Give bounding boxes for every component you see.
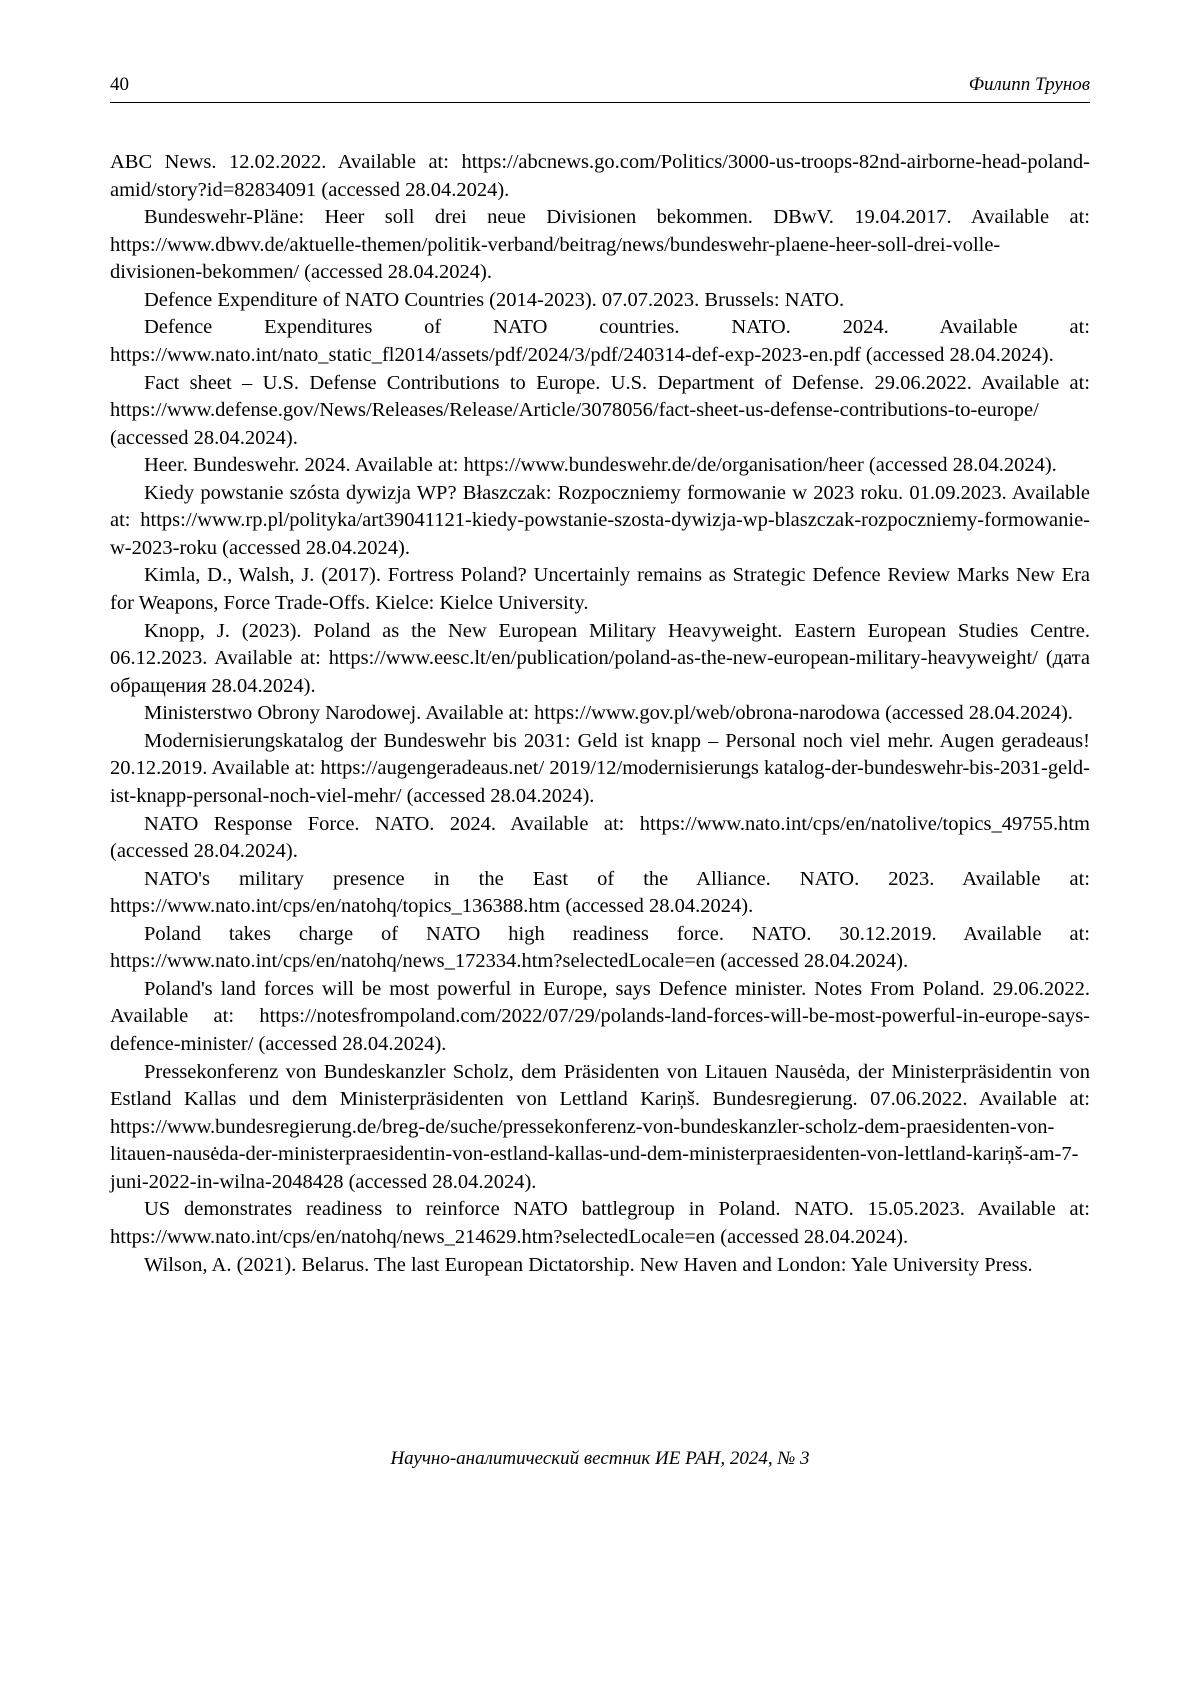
reference-item: Pressekonferenz von Bundeskanzler Scholz, dem Präsidenten von Litauen Nausėda, der Ministerpräsidentin von Estland Kallas und dem Ministerpräsidenten von Lettland Kariņš. Bundesregierung. 07.06.2022. Available at: https://www.bundesregierung.de/breg-de/suche/pressekonferenz-von-bundeskanzler-scholz-dem-praesidenten-von-litauen-nausėda-der-ministerpraesidentin-von-estland-kallas-und-dem-ministerpraesidenten-von-lettland-kariņš-am-7-juni-2022-in-wilna-2048428 (accessed 28.04.2024). xyxy=(110,1060,1090,1193)
reference-item: Modernisierungskatalog der Bundeswehr bis 2031: Geld ist knapp – Personal noch viel mehr. Augen geradeaus! 20.12.2019. Available at: https://augengeradeaus.net/ 2019/12/modernisierungs katalog-der-bundeswehr-bis-2031-geld-ist-knapp-personal-noch-viel-mehr/ (accessed 28.04.2024). xyxy=(110,729,1090,807)
reference-item: Kiedy powstanie szósta dywizja WP? Błaszczak: Rozpoczniemy formowanie w 2023 roku. 01.09.2023. Available at: https://www.rp.pl/polityka/art39041121-kiedy-powstanie-szosta-dywizja-wp-blaszczak-rozpoczniemy-formowanie-w-2023-roku (accessed 28.04.2024). xyxy=(110,481,1090,559)
page-footer xyxy=(110,1448,1090,1470)
reference-item: ABC News. 12.02.2022. Available at: https://abcnews.go.com/Politics/3000-us-troops-82nd-airborne-head-poland-amid/story?id=82834091 (accessed 28.04.2024). xyxy=(110,151,1090,201)
reference-item: Bundeswehr-Pläne: Heer soll drei neue Divisionen bekommen. DBwV. 19.04.2017. Available at: https://www.dbwv.de/aktuelle-themen/politik-verband/beitrag/news/bundeswehr-plaene-heer-soll-drei-volle-divisionen-bekommen/ (accessed 28.04.2024). xyxy=(110,206,1090,284)
reference-item: Defence Expenditure of NATO Countries (2014-2023). 07.07.2023. Brussels: NATO. xyxy=(144,288,845,311)
reference-item: Fact sheet – U.S. Defense Contributions to Europe. U.S. Department of Defense. 29.06.2022. Available at: https://www.defense.gov/News/Releases/Release/Article/3078056/fact-sheet-us-defense-contributions-to-europe/ (accessed 28.04.2024). xyxy=(110,371,1090,449)
reference-item: Poland's land forces will be most powerful in Europe, says Defence minister. Notes From Poland. 29.06.2022. Available at: https://notesfrompoland.com/2022/07/29/polands-land-forces-will-be-most-powerful-in-europe-says-defence-minister/ (accessed 28.04.2024). xyxy=(110,977,1090,1055)
page-number: 40 xyxy=(110,74,129,95)
references-list xyxy=(110,149,1090,1279)
reference-item: Knopp, J. (2023). Poland as the New European Military Heavyweight. Eastern European Studies Centre. 06.12.2023. Available at: https://www.eesc.lt/en/publication/poland-as-the-new-european-military-heavyweight/ (дата обращения 28.04.2024). xyxy=(110,619,1090,697)
reference-item: Wilson, A. (2021). Belarus. The last European Dictatorship. New Haven and London: Yale University Press. xyxy=(144,1253,1033,1276)
running-head xyxy=(110,74,1090,103)
reference-item: Kimla, D., Walsh, J. (2017). Fortress Poland? Uncertainly remains as Strategic Defence Review Marks New Era for Weapons, Force Trade-Offs. Kielce: Kielce University. xyxy=(110,564,1090,614)
reference-item: NATO's military presence in the East of the Alliance. NATO. 2023. Available at: https://www.nato.int/cps/en/natohq/topics_136388.htm (accessed 28.04.2024). xyxy=(110,867,1090,918)
reference-item: Defence Expenditures of NATO countries. NATO. 2024. Available at: https://www.nato.int/nato_static_fl2014/assets/pdf/2024/3/pdf/240314-def-exp-2023-en.pdf (accessed 28.04.2024). xyxy=(110,316,1090,366)
page-content xyxy=(110,74,1090,1279)
reference-item: US demonstrates readiness to reinforce NATO battlegroup in Poland. NATO. 15.05.2023. Available at: https://www.nato.int/cps/en/natohq/news_214629.htm?selectedLocale=en (accessed 28.04.2024). xyxy=(110,1198,1090,1248)
reference-item: NATO Response Force. NATO. 2024. Available at: https://www.nato.int/cps/en/natolive/topics_49755.htm (accessed 28.04.2024). xyxy=(110,812,1090,863)
journal-footer-line: Научно-аналитический вестник ИЕ РАН, 2024, № 3 xyxy=(390,1448,810,1469)
reference-item: Heer. Bundeswehr. 2024. Available at: https://www.bundeswehr.de/de/organisation/heer (accessed 28.04.2024). xyxy=(144,454,1057,477)
reference-item: Ministerstwo Obrony Narodowej. Available at: https://www.gov.pl/web/obrona-narodowa (accessed 28.04.2024). xyxy=(144,702,1073,725)
running-head-author: Филипп Трунов xyxy=(968,74,1090,95)
reference-item: Poland takes charge of NATO high readiness force. NATO. 30.12.2019. Available at: https://www.nato.int/cps/en/natohq/news_172334.htm?selectedLocale=en (accessed 28.04.2024). xyxy=(110,922,1090,973)
